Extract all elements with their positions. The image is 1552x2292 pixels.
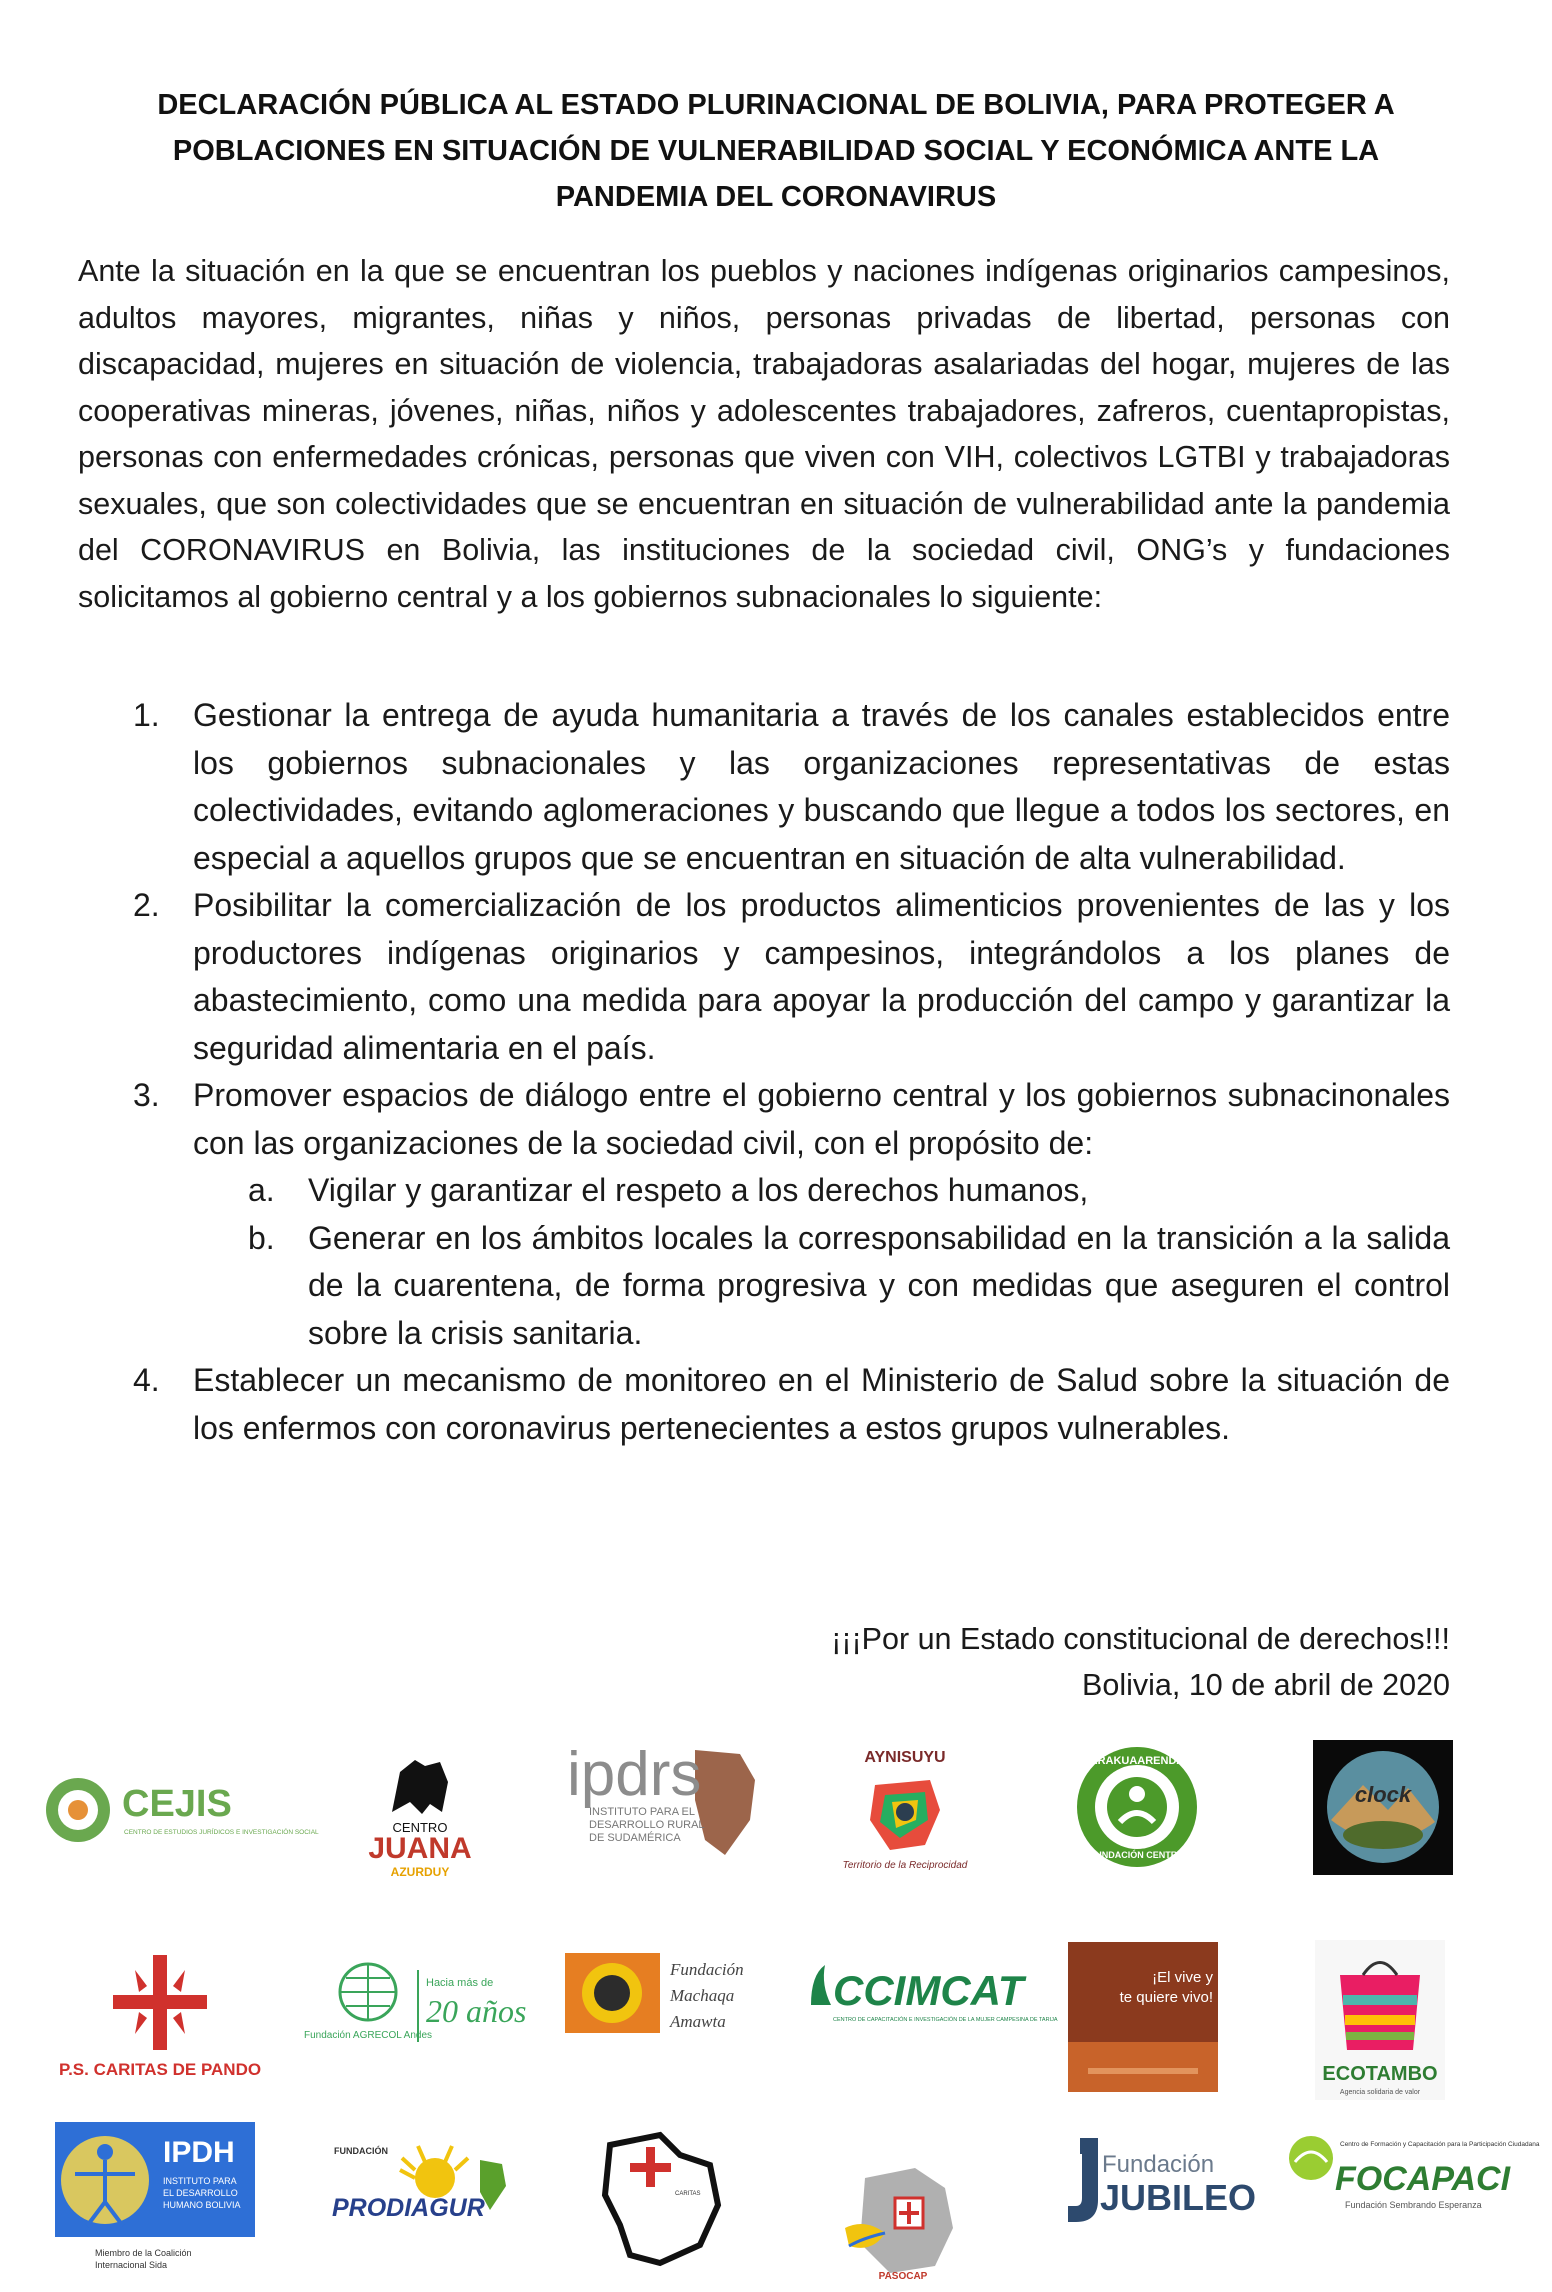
logo-caritas-pando <box>58 1950 262 2080</box>
closing-block <box>831 1616 1450 1708</box>
aynisuyu-sub: Territorio de la Reciprocidad <box>842 1860 968 1871</box>
list-number: 3. <box>133 1077 160 1113</box>
ipdrs-sub1: INSTITUTO PARA EL <box>589 1806 695 1818</box>
logo-caritas-map <box>590 2125 735 2270</box>
agrecol-name: Fundación AGRECOL Andes <box>303 2030 433 2041</box>
list-item-text: Establecer un mecanismo de monitoreo en el Ministerio de Salud sobre la situación de los enfermos con coronavirus pertenecientes a estos grupos vulnerables. <box>193 1362 1450 1446</box>
ipdrs-sub3: DE SUDAMÉRICA <box>589 1832 681 1844</box>
machaqa-l2: Machaqa <box>670 1986 735 2005</box>
ipdh-note1: Miembro de la Coalición <box>95 2248 192 2258</box>
sub-item-text: Generar en los ámbitos locales la corresponsabilidad en la transición a la salida de la cuarentena, de forma progresiva y con medidas que aseguren el control sobre la crisis sanitaria. <box>308 1219 1450 1351</box>
arakuaarenda-sub: FUNDACIÓN CENTRO <box>1089 1850 1185 1860</box>
clock-name: clock <box>1354 1782 1412 1807</box>
sub-item-b <box>193 1215 1450 1358</box>
prodiagur-name: PRODIAGUR <box>332 2194 485 2222</box>
closing-slogan: ¡¡¡Por un Estado constitucional de derechos!!! <box>831 1622 1450 1656</box>
logo-pasocap <box>835 2158 970 2283</box>
caritas-cross-icon <box>113 1955 207 2050</box>
logo-clock <box>1313 1740 1453 1875</box>
sub-letter: a. <box>248 1172 275 1208</box>
ipdh-sub2: EL DESARROLLO <box>163 2188 238 2198</box>
list-item-text: Posibilitar la comercialización de los productos alimenticios provenientes de las y los productores indígenas originarios y campesinos, integrándolos a los planes de abastecimiento, como una medida para apoyar la producción del campo y garantizar la seguridad alimentaria en el país. <box>193 887 1450 1066</box>
cejis-name: CEJIS <box>122 1783 232 1825</box>
focapaci-name: FOCAPACI <box>1335 2160 1511 2198</box>
logo-ipdrs <box>565 1740 765 1865</box>
logo-ipdh <box>55 2122 265 2282</box>
list-number: 2. <box>133 887 160 923</box>
logo-focapaci <box>1285 2128 1540 2228</box>
ccimcat-name: CCIMCAT <box>833 1967 1024 2014</box>
logo-ccimcat <box>803 1955 1058 2030</box>
focapaci-emblem-icon <box>1289 2136 1333 2180</box>
list-item-text: Gestionar la entrega de ayuda humanitaria a través de los canales establecidos entre los gobiernos subnacionales y las organizaciones representativas de estas colectividades, evitando aglomeraciones y buscando que llegue a todos los sectores, en especial a aquellos grupos que se encuentran en situación de alta vulnerabilidad. <box>193 697 1450 876</box>
focapaci-top: Centro de Formación y Capacitación para la Participación Ciudadana <box>1340 2141 1540 2148</box>
elvive-l2: te quiere vivo! <box>1119 1989 1213 2006</box>
ecotambo-sub: Agencia solidaria de valor <box>1339 2089 1421 2096</box>
south-america-map-icon <box>695 1750 755 1855</box>
sun-icon <box>415 2158 455 2198</box>
horse-rider-icon <box>392 1760 448 1814</box>
ipdrs-name: ipdrs <box>567 1740 702 1809</box>
sub-item-text: Vigilar y garantizar el respeto a los derechos humanos, <box>308 1172 1089 1208</box>
pasocap-name: PASOCAP <box>878 2271 928 2282</box>
demands-list <box>78 692 1450 1452</box>
logo-centro-juana-azurduy <box>370 1752 470 1882</box>
sub-item-a <box>193 1167 1450 1215</box>
cejis-sub: CENTRO DE ESTUDIOS JURÍDICOS E INVESTIGACIÓN SOCIAL <box>124 1829 319 1836</box>
leaf-icon <box>811 1965 831 2005</box>
document-title: DECLARACIÓN PÚBLICA AL ESTADO PLURINACIONAL DE BOLIVIA, PARA PROTEGER A POBLACIONES EN SITUACIÓN DE VULNERABILIDAD SOCIAL Y ECONÓMICA ANTE LA PANDEMIA DEL CORONAVIRUS <box>157 89 1395 213</box>
logo-cejis <box>40 1770 319 1850</box>
prodiagur-top: FUNDACIÓN <box>334 2146 388 2156</box>
list-item-1 <box>78 692 1450 882</box>
aynisuyu-name: AYNISUYU <box>864 1749 946 1766</box>
intro-paragraph: Ante la situación en la que se encuentran los pueblos y naciones indígenas originarios campesinos, adultos mayores, migrantes, niñas y niños, personas privadas de libertad, personas con discapacidad, mujeres en situación de violencia, trabajadoras asalariadas del hogar, mujeres de las cooperativas mineras, jóvenes, niñas, niños y adolescentes trabajadores, zafreros, cuentapropistas, personas con enfermedades crónicas, personas que viven con VIH, colectivos LGTBI y trabajadoras sexuales, que son colectividades que se encuentran en situación de vulnerabilidad ante la pandemia del CORONAVIRUS en Bolivia, las instituciones de la sociedad civil, ONG’s y fundaciones solicitamos al gobierno central y a los gobiernos subnacionales lo siguiente: <box>78 254 1450 614</box>
ipdh-sub3: HUMANO BOLIVIA <box>163 2200 241 2210</box>
list-number: 1. <box>133 697 160 733</box>
juana-top: CENTRO <box>392 1820 448 1835</box>
logo-ecotambo <box>1315 1940 1445 2100</box>
logo-jubileo <box>1060 2130 1257 2230</box>
list-number: 4. <box>133 1362 160 1398</box>
machaqa-l1: Fundación <box>670 1960 744 1979</box>
svg-text:CARITAS: CARITAS <box>675 2191 701 2197</box>
logo-el-vive <box>1068 1942 1218 2092</box>
ipdh-note2: Internacional Sida <box>95 2260 168 2270</box>
sub-list <box>193 1167 1450 1357</box>
juana-sub: AZURDUY <box>390 1865 450 1879</box>
agrecol-pre: Hacia más de <box>426 1977 494 1989</box>
ipdh-sub1: INSTITUTO PARA <box>163 2176 237 2186</box>
logo-agrecol <box>303 1950 528 2070</box>
machaqa-l3: Amawta <box>670 2012 726 2031</box>
sub-letter: b. <box>248 1219 275 1256</box>
jubileo-l1: Fundación <box>1102 2151 1215 2178</box>
ipdh-name: IPDH <box>163 2136 235 2169</box>
jubileo-l2: JUBILEO <box>1100 2177 1257 2218</box>
juana-name: JUANA <box>368 1832 472 1865</box>
agrecol-years: 20 años <box>426 1993 527 2029</box>
elvive-l1: ¡El vive y <box>1152 1969 1213 1986</box>
logo-aynisuyu <box>830 1740 980 1880</box>
list-item-2 <box>78 882 1450 1072</box>
logo-prodiagur <box>330 2140 540 2240</box>
logo-machaqa-amawta <box>565 1945 765 2045</box>
list-item-4 <box>78 1357 1450 1452</box>
bolivia-outline-icon <box>605 2135 718 2263</box>
ccimcat-sub: CENTRO DE CAPACITACIÓN E INVESTIGACIÓN DE LA MUJER CAMPESINA DE TARIJA <box>833 2017 1058 2023</box>
jubileo-j-icon <box>1068 2138 1098 2222</box>
closing-date: Bolivia, 10 de abril de 2020 <box>1082 1668 1450 1702</box>
list-item-text: Promover espacios de diálogo entre el gobierno central y los gobiernos subnacinonales con las organizaciones de la sociedad civil, con el propósito de: <box>193 1077 1450 1161</box>
focapaci-sub: Fundación Sembrando Esperanza <box>1345 2200 1482 2210</box>
logo-arakuaarenda <box>1070 1742 1205 1872</box>
caritas-name: P.S. CARITAS DE PANDO <box>58 2060 262 2079</box>
list-item-3 <box>78 1072 1450 1357</box>
arakuaarenda-name: ARAKUAARENDA <box>1089 1755 1185 1767</box>
ecotambo-name: ECOTAMBO <box>1322 2063 1438 2085</box>
caritas-cross-icon <box>630 2147 671 2187</box>
ipdrs-sub2: DESARROLLO RURAL <box>589 1819 705 1831</box>
